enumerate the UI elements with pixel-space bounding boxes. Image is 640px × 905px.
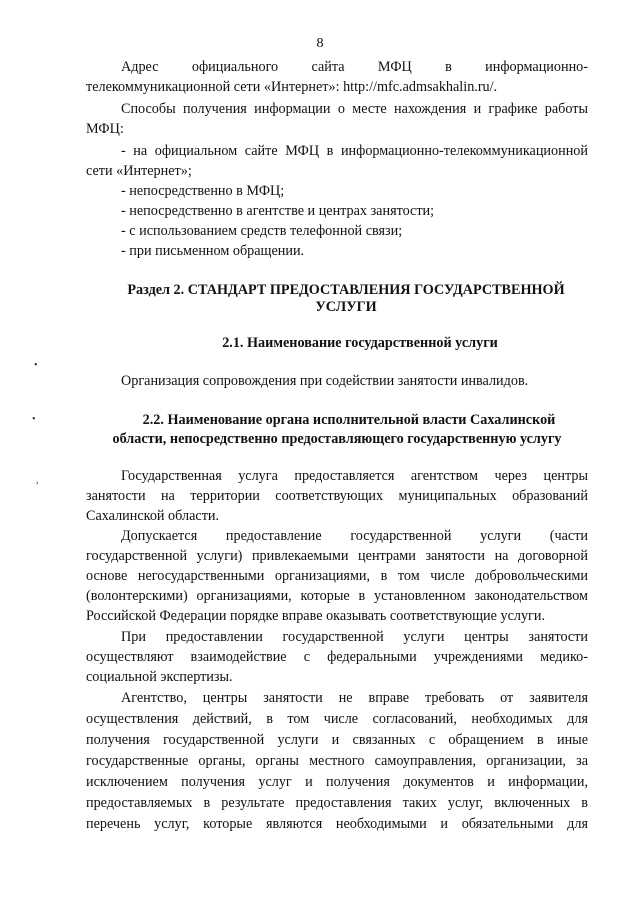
paragraph-line: осуществляют взаимодействие с федеральными учреждениями медико- xyxy=(86,649,588,665)
paragraph-line: социальной экспертизы. xyxy=(86,669,233,685)
paragraph-line: получения государственной услуги и связанных с обращением в иные xyxy=(86,732,588,748)
list-item: - на официальном сайте МФЦ в информационно-телекоммуникационной xyxy=(121,143,588,159)
paragraph-line: осуществления действий, в том числе согласований, необходимых для xyxy=(86,711,588,727)
paragraph-line: Организация сопровождения при содействии занятости инвалидов. xyxy=(121,373,529,389)
paragraph-line: государственные органы, органы местного самоуправления, организации, за xyxy=(86,753,588,769)
margin-mark: , xyxy=(36,475,39,486)
paragraph-line: предоставляемых в результате предоставления таких услуг, включенных в xyxy=(86,795,588,811)
paragraph-line: Агентство, центры занятости не вправе требовать от заявителя xyxy=(121,690,588,706)
paragraph-line: исключением получения услуг и получения документов и информации, xyxy=(86,774,588,790)
list-item: - с использованием средств телефонной связи; xyxy=(121,223,403,239)
paragraph-line: При предоставлении государственной услуги центры занятости xyxy=(121,629,588,645)
paragraph-line: государственной услуги) привлекаемыми центрами занятости на договорной xyxy=(86,548,588,564)
subsection-title: 2.1. Наименование государственной услуги xyxy=(222,335,498,351)
paragraph-line: Государственная услуга предоставляется агентством через центры xyxy=(121,468,588,484)
list-item: сети «Интернет»; xyxy=(86,163,192,179)
paragraph-line: основе негосударственными организациями, в том числе добровольческими xyxy=(86,568,588,584)
paragraph-line: Российской Федерации порядке вправе оказывать соответствующие услуги. xyxy=(86,608,545,624)
margin-mark: • xyxy=(34,360,38,371)
paragraph-line: Сахалинской области. xyxy=(86,508,220,524)
paragraph-line: телекоммуникационной сети «Интернет»: http://mfc.admsakhalin.ru/. xyxy=(86,79,498,95)
margin-mark: • xyxy=(32,414,36,425)
subsection-title: 2.2. Наименование органа исполнительной власти Сахалинской xyxy=(142,412,556,428)
subsection-title: области, непосредственно предоставляющего государственную услугу xyxy=(112,431,562,447)
paragraph-line: (волонтерскими) организациями, которые в установленном законодательством xyxy=(86,588,588,604)
list-item: - непосредственно в агентстве и центрах занятости; xyxy=(121,203,435,219)
section-title: Раздел 2. СТАНДАРТ ПРЕДОСТАВЛЕНИЯ ГОСУДАРСТВЕННОЙ xyxy=(127,282,565,298)
paragraph-line: Способы получения информации о месте нахождения и графике работы xyxy=(121,101,588,117)
paragraph-line: перечень услуг, которые являются необходимыми и обязательными для xyxy=(86,816,588,832)
paragraph-line: Адрес официального сайта МФЦ в информационно- xyxy=(121,59,588,75)
paragraph-line: МФЦ: xyxy=(86,121,124,137)
page-number: 8 xyxy=(316,36,324,51)
section-title: УСЛУГИ xyxy=(315,299,377,315)
paragraph-line: Допускается предоставление государственной услуги (части xyxy=(121,528,588,544)
paragraph-line: занятости на территории соответствующих муниципальных образований xyxy=(86,488,588,504)
list-item: - непосредственно в МФЦ; xyxy=(121,183,285,199)
list-item: - при письменном обращении. xyxy=(121,243,305,259)
